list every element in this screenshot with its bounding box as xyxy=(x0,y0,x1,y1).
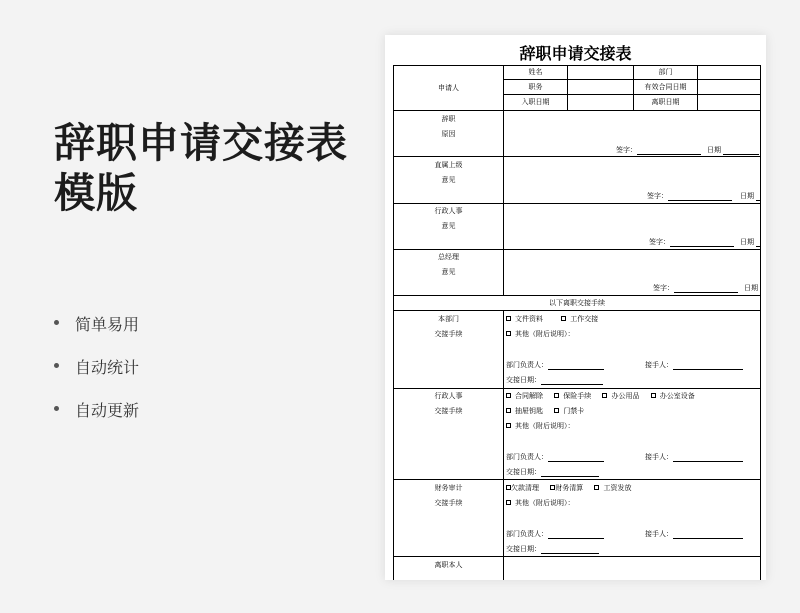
hr-label: 行政人事 xyxy=(434,207,463,215)
receiver-field xyxy=(645,453,743,462)
feature-item xyxy=(54,398,139,441)
sign-field: 签字： xyxy=(616,146,701,155)
receiver-field xyxy=(645,361,743,370)
option-equipment: 办公室设备 xyxy=(659,392,695,400)
option-debts: 欠款清理 xyxy=(511,484,539,492)
handover-date-line xyxy=(541,378,603,385)
date-label: 日期 xyxy=(740,192,754,200)
promo-title-line2: 模版 xyxy=(54,169,138,217)
promo-title-line1: 辞职申请交接表 xyxy=(54,119,348,167)
receiver-line xyxy=(673,363,743,370)
sign-line xyxy=(670,240,734,247)
hire-date-label: 入职日期 xyxy=(521,98,550,106)
dept-head-field xyxy=(506,453,604,462)
resignee-label: 离职本人 xyxy=(434,561,463,569)
finance-label: 财务审计 xyxy=(434,484,463,492)
checkbox-icon[interactable] xyxy=(550,485,555,490)
sign-label: 签字 xyxy=(647,192,661,200)
name-label: 姓名 xyxy=(528,68,543,76)
option-accounts: 财务清算 xyxy=(555,484,584,492)
feature-list xyxy=(54,312,139,441)
checkbox-icon[interactable] xyxy=(594,485,599,490)
feature-label: 自动统计 xyxy=(75,358,140,377)
date-label: 日期 xyxy=(744,284,758,292)
receiver-label: 接手人： xyxy=(645,361,673,369)
receiver-field xyxy=(645,530,743,539)
checkbox-icon[interactable] xyxy=(602,393,607,398)
sign-field: 签字： xyxy=(647,192,732,201)
option-files: 文件资料 xyxy=(515,315,543,323)
checkbox-icon[interactable] xyxy=(554,393,559,398)
receiver-line xyxy=(673,532,743,539)
sign-line xyxy=(674,286,738,293)
date-line xyxy=(756,240,760,247)
reason-label: 原因 xyxy=(441,130,456,138)
checkbox-icon[interactable] xyxy=(506,485,511,490)
position-label: 职务 xyxy=(528,83,543,91)
option-work: 工作交接 xyxy=(570,315,599,323)
sign-label: 签字 xyxy=(616,146,630,154)
resignation-form xyxy=(393,65,761,580)
handover-date-line xyxy=(541,547,599,554)
dept-head-label: 部门负责人： xyxy=(506,361,548,369)
option-salary: 工资发放 xyxy=(603,484,632,492)
feature-item xyxy=(54,355,139,398)
option-supplies: 办公用品 xyxy=(611,392,640,400)
dept-head-line xyxy=(548,455,604,462)
bullet-icon xyxy=(54,320,59,325)
supervisor-label: 直属上级 xyxy=(434,161,463,169)
row-line xyxy=(394,295,760,296)
handover-options xyxy=(506,422,575,431)
row-line xyxy=(394,556,760,557)
checkbox-icon[interactable] xyxy=(506,331,511,336)
checkbox-icon[interactable] xyxy=(554,408,559,413)
date-field xyxy=(740,238,760,247)
option-card: 门禁卡 xyxy=(563,407,585,415)
procedures-header: 以下离职交接手续 xyxy=(549,299,605,307)
handover-date-field xyxy=(506,468,599,477)
handover-date-label: 交接日期： xyxy=(506,468,541,476)
handover-options xyxy=(506,330,575,339)
dept-head-label: 部门负责人： xyxy=(506,453,548,461)
document-title: 辞职申请交接表 xyxy=(519,44,632,63)
row-line xyxy=(394,479,760,480)
sign-line xyxy=(637,148,701,155)
row-line xyxy=(394,110,760,111)
row-line xyxy=(394,388,760,389)
checkbox-icon[interactable] xyxy=(506,423,511,428)
feature-item xyxy=(54,312,139,355)
feature-label: 简单易用 xyxy=(75,315,140,334)
bullet-icon xyxy=(54,363,59,368)
dept-handover-label: 本部门 xyxy=(438,315,459,323)
handover-date-line xyxy=(541,470,599,477)
date-field xyxy=(740,192,760,201)
option-other: 其他（附后说明）： xyxy=(515,330,575,338)
applicant-label: 申请人 xyxy=(438,84,459,92)
checkbox-icon[interactable] xyxy=(506,500,511,505)
date-label: 日期 xyxy=(740,238,754,246)
row-line xyxy=(504,79,760,80)
promo-title xyxy=(54,118,348,218)
date-field xyxy=(744,284,758,293)
contract-date-label: 有效合同日期 xyxy=(644,83,687,91)
row-line xyxy=(394,249,760,250)
handover-options xyxy=(506,407,584,416)
sign-label: 签字 xyxy=(653,284,667,292)
date-line xyxy=(756,194,760,201)
sign-label: 签字 xyxy=(649,238,663,246)
checkbox-icon[interactable] xyxy=(506,408,511,413)
checkbox-icon[interactable] xyxy=(651,393,656,398)
row-line xyxy=(394,156,760,157)
dept-head-field xyxy=(506,361,604,370)
handover-date-field xyxy=(506,545,599,554)
checkbox-icon[interactable] xyxy=(561,316,566,321)
bullet-icon xyxy=(54,406,59,411)
date-line xyxy=(723,148,759,155)
row-line xyxy=(504,94,760,95)
opinion-label: 意见 xyxy=(441,176,456,184)
sign-field: 签字： xyxy=(653,284,738,293)
leave-date-label: 离职日期 xyxy=(651,98,680,106)
handover-options xyxy=(506,484,631,493)
handover-options xyxy=(506,499,575,508)
row-line xyxy=(394,203,760,204)
feature-label: 自动更新 xyxy=(75,401,140,420)
handover-date-label: 交接日期： xyxy=(506,376,541,384)
checkbox-icon[interactable] xyxy=(506,316,511,321)
gm-label: 总经理 xyxy=(438,253,459,261)
sign-line xyxy=(668,194,732,201)
receiver-label: 接手人： xyxy=(645,530,673,538)
receiver-label: 接手人： xyxy=(645,453,673,461)
sign-field: 签字： xyxy=(649,238,734,247)
option-other: 其他（附后说明）： xyxy=(515,422,575,430)
dept-head-field xyxy=(506,530,604,539)
date-field xyxy=(707,146,759,155)
dept-head-line xyxy=(548,363,604,370)
receiver-line xyxy=(673,455,743,462)
opinion-label: 意见 xyxy=(441,268,456,276)
handover-label: 交接手续 xyxy=(434,407,463,415)
row-line xyxy=(394,310,760,311)
column-line xyxy=(503,310,504,580)
option-contract: 合同解除 xyxy=(515,392,543,400)
reason-label: 辞职 xyxy=(441,115,456,123)
document-preview xyxy=(385,35,766,580)
dept-head-line xyxy=(548,532,604,539)
column-line xyxy=(697,66,698,110)
column-line xyxy=(567,66,568,110)
date-label: 日期 xyxy=(707,146,721,154)
opinion-label: 意见 xyxy=(441,222,456,230)
hr-handover-label: 行政人事 xyxy=(434,392,463,400)
handover-label: 交接手续 xyxy=(434,499,463,507)
dept-head-label: 部门负责人： xyxy=(506,530,548,538)
option-keys: 抽屉钥匙 xyxy=(515,407,543,415)
handover-date-label: 交接日期： xyxy=(506,545,541,553)
dept-label: 部门 xyxy=(658,68,673,76)
handover-date-field xyxy=(506,376,603,385)
handover-label: 交接手续 xyxy=(434,330,463,338)
handover-options xyxy=(506,315,598,324)
option-insurance: 保险手续 xyxy=(563,392,592,400)
handover-options xyxy=(506,392,695,401)
option-other: 其他（附后说明）： xyxy=(515,499,575,507)
checkbox-icon[interactable] xyxy=(506,393,511,398)
